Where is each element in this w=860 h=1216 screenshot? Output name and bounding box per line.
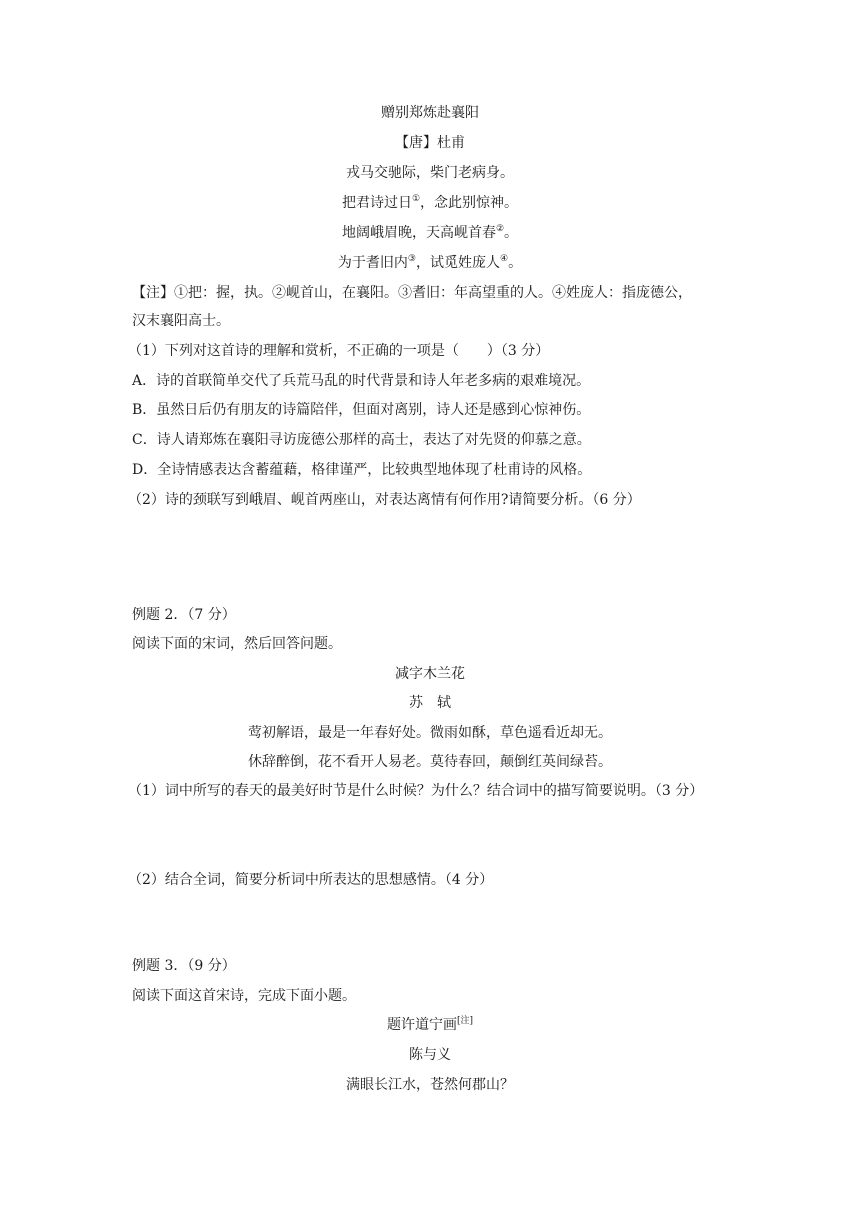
footnote-mark: ③ <box>407 254 416 264</box>
poem1-line: 戎马交驰际，柴门老病身。 <box>346 165 514 181</box>
question-1: （1）下列对这首诗的理解和赏析，不正确的一项是（ ）（3 分） <box>128 343 550 359</box>
poem1-line: 把君诗过日①，念此别惊神。 <box>341 194 519 211</box>
example3-intro: 阅读下面这首宋诗，完成下面小题。 <box>132 988 356 1004</box>
example2-question-1: （1）词中所写的春天的最美好时节是什么时候？为什么？结合词中的描写简要说明。（3 分） <box>128 783 704 799</box>
poem3-author: 陈与义 <box>409 1047 451 1063</box>
poem1-line: 地阔峨眉晚，天高岘首春②。 <box>341 224 519 241</box>
poem2-line: 莺初解语，最是一年春好处。微雨如酥，草色遥看近却无。 <box>248 725 612 741</box>
poem1-notes: 【注】①把：握，执。②岘首山，在襄阳。③耆旧：年高望重的人。④姓庞人：指庞德公， <box>132 285 692 301</box>
footnote-mark: [注] <box>456 1016 474 1026</box>
poem2-title: 减字木兰花 <box>395 666 465 682</box>
example2-heading: 例题 2．（7 分） <box>132 607 236 623</box>
option-d: D．全诗情感表达含蓄蕴藉，格律谨严，比较典型地体现了杜甫诗的风格。 <box>132 462 592 478</box>
example2-question-2: （2）结合全词，简要分析词中所表达的思想感情。（4 分） <box>128 872 494 888</box>
option-c: C．诗人请郑炼在襄阳寻访庞德公那样的高士，表达了对先贤的仰慕之意。 <box>132 432 591 448</box>
poem2-line: 休辞醉倒，花不看开人易老。莫待春回，颠倒红英间绿苔。 <box>248 754 612 770</box>
option-a: A．诗的首联简单交代了兵荒马乱的时代背景和诗人年老多病的艰难境况。 <box>132 373 591 389</box>
poem1-line: 为于耆旧内③，试觅姓庞人④。 <box>337 254 523 271</box>
poem1-title: 赠别郑炼赴襄阳 <box>381 105 479 121</box>
poem2-author: 苏 轼 <box>409 695 451 711</box>
footnote-mark: ② <box>495 224 505 234</box>
poem1-author: 【唐】杜甫 <box>395 135 465 151</box>
poem3-line: 满眼长江水，苍然何郡山？ <box>346 1077 514 1093</box>
example3-heading: 例题 3．（9 分） <box>132 958 236 974</box>
footnote-mark: ① <box>411 194 421 204</box>
question-2: （2）诗的颈联写到峨眉、岘首两座山，对表达离情有何作用?请简要分析。（6 分） <box>128 492 641 508</box>
option-b: B．虽然日后仍有朋友的诗篇陪伴，但面对离别，诗人还是感到心惊神伤。 <box>132 402 591 418</box>
poem1-notes-cont: 汉末襄阳高士。 <box>132 313 230 329</box>
footnote-mark: ④ <box>500 254 509 264</box>
example2-intro: 阅读下面的宋词，然后回答问题。 <box>132 636 342 652</box>
poem3-title: 题许道宁画[注] <box>386 1016 474 1033</box>
